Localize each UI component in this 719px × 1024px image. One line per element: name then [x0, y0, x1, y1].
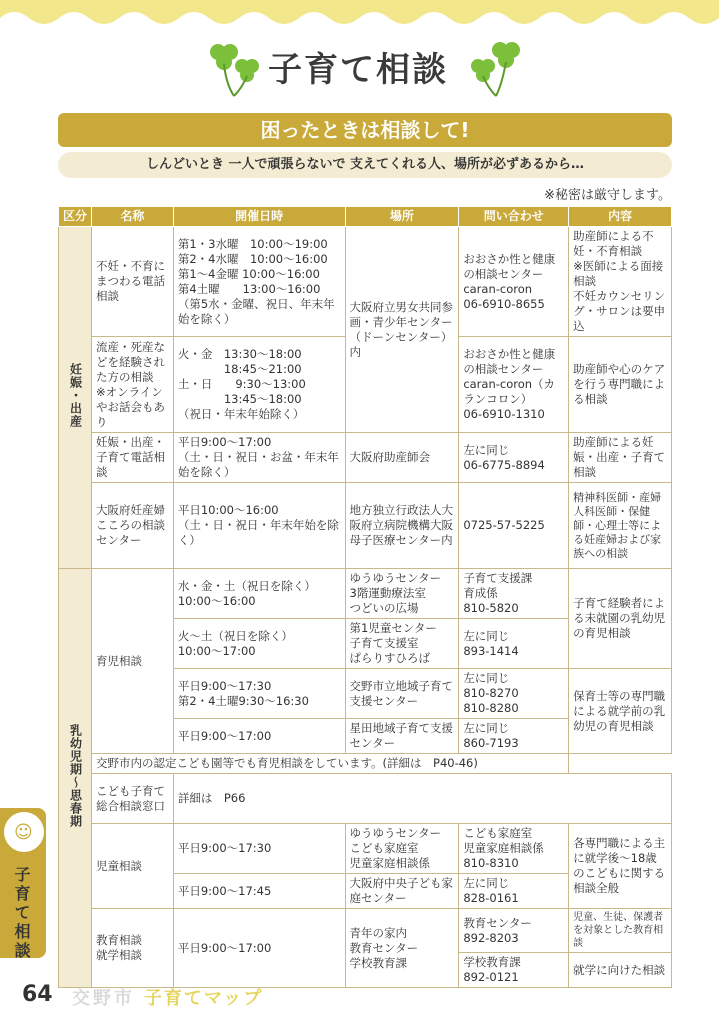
row-place: 交野市立地域子育て支援センター: [345, 669, 459, 719]
row-content: 助産師や心のケアを行う専門職による相談: [569, 337, 672, 433]
row-contact: 学校教育課 892-0121: [459, 953, 569, 988]
table-row: [59, 569, 672, 619]
row-time: 平日9:00〜17:00: [173, 909, 345, 988]
header-place: 場所: [345, 207, 459, 227]
row-contact: おおさか性と健康の相談センター caran-coron 06-6910-8655: [459, 227, 569, 337]
footer-map-title: 子育てマップ: [144, 988, 264, 1009]
top-wave-border: [0, 0, 719, 30]
table-row: [59, 774, 672, 824]
row-contact: 左に同じ 06-6775-8894: [459, 433, 569, 483]
page-title: 子育て相談: [268, 50, 448, 90]
row-contact: こども家庭室 児童家庭相談係 810-8310: [459, 824, 569, 874]
row-time: 平日10:00〜16:00 （土・日・祝日・年末年始を除く）: [173, 483, 345, 569]
row-place: 大阪府立男女共同参画・青少年センター（ドーンセンター）内: [345, 227, 459, 433]
row-time: 平日9:00〜17:45: [173, 874, 345, 909]
side-tab-label: 子育て相談: [12, 866, 31, 961]
row-content: 保育士等の専門職による就学前の乳幼児の育児相談: [569, 669, 672, 754]
row-time: 平日9:00〜17:00 （土・日・祝日・お盆・年末年始を除く）: [173, 433, 345, 483]
row-content: 助産師による妊娠・出産・子育て相談: [569, 433, 672, 483]
clover-icon: [466, 36, 530, 100]
row-name: 大阪府妊産婦こころの相談センター: [91, 483, 173, 569]
row-contact: 左に同じ 893-1414: [459, 619, 569, 669]
row-name: 児童相談: [91, 824, 173, 909]
row-time: 平日9:00〜17:30: [173, 824, 345, 874]
header-contact: 問い合わせ: [459, 207, 569, 227]
table-row: [59, 824, 672, 874]
row-contact: 0725-57-5225: [459, 483, 569, 569]
row-content: 各専門職による主に就学後〜18歳のこどもに関する相談全般: [569, 824, 672, 909]
row-time: 火〜土（祝日を除く） 10:00〜17:00: [173, 619, 345, 669]
row-contact: 左に同じ 828-0161: [459, 874, 569, 909]
clover-icon: [200, 36, 264, 100]
category-pregnancy: 妊娠・出産: [59, 227, 92, 569]
row-place: ゆうゆうセンター 3階運動療法室 つどいの広場: [345, 569, 459, 619]
row-place: 第1児童センター 子育て支援室 ぱらりすひろば: [345, 619, 459, 669]
row-content: 精神科医師・産婦人科医師・保健師・心理士等による妊産婦および家族への相談: [569, 483, 672, 569]
row-contact: 左に同じ 810-8270 810-8280: [459, 669, 569, 719]
subtitle: しんどいとき 一人で頑張らないで 支えてくれる人、場所が必ずあるから…: [58, 152, 672, 178]
row-contact: 子育て支援課 育成係 810-5820: [459, 569, 569, 619]
row-place: 星田地域子育て支援センター: [345, 719, 459, 754]
banner: 困ったときは相談して!: [58, 113, 672, 147]
table-row: [59, 909, 672, 953]
table-header: [59, 207, 672, 227]
row-time: 平日9:00〜17:30 第2・4土曜9:30〜16:30: [173, 669, 345, 719]
footer-city: 交野市: [72, 988, 135, 1009]
category-childhood: 乳幼児期〜思春期: [59, 569, 92, 988]
row-name: 教育相談 就学相談: [91, 909, 173, 988]
row-content: 児童、生徒、保護者を対象とした教育相談: [569, 909, 672, 953]
page-number: 64: [22, 982, 53, 1007]
row-contact: 左に同じ 860-7193: [459, 719, 569, 754]
row-name: こども子育て総合相談窓口: [91, 774, 173, 824]
row-place: 地方独立行政法人大阪府立病院機構大阪母子医療センター内: [345, 483, 459, 569]
secret-note: ※秘密は厳守します。: [544, 188, 671, 203]
table-row: [59, 227, 672, 337]
row-place: 大阪府助産師会: [345, 433, 459, 483]
header-time: 開催日時: [173, 207, 345, 227]
row-place: 青年の家内 教育センター 学校教育課: [345, 909, 459, 988]
row-time: 第1・3水曜 10:00〜19:00 第2・4水曜 10:00〜16:00 第1〜4金曜 10:00〜16:00 第4土曜 13:00〜16:00 （第5水・金曜、祝日、年末年始を除く）: [173, 227, 345, 337]
row-name: 妊娠・出産・子育て電話相談: [91, 433, 173, 483]
row-time: 平日9:00〜17:00: [173, 719, 345, 754]
header-name: 名称: [91, 207, 173, 227]
row-note: 交野市内の認定こども園等でも育児相談をしています。(詳細は P40-46): [91, 754, 568, 774]
row-place: ゆうゆうセンター こども家庭室 児童家庭相談係: [345, 824, 459, 874]
row-content: 助産師による不妊・不育相談 ※医師による面接相談 不妊カウンセリング・サロンは要申込: [569, 227, 672, 337]
row-time: 火・金 13:30〜18:00 18:45〜21:00 土・日 9:30〜13:00 13:45〜18:00 （祝日・年末年始除く）: [173, 337, 345, 433]
row-place: 大阪府中央子ども家庭センター: [345, 874, 459, 909]
table-row: [59, 483, 672, 569]
row-contact: 教育センター 892-8203: [459, 909, 569, 953]
row-time: 詳細は P66: [173, 774, 671, 824]
row-time: 水・金・土（祝日を除く） 10:00〜16:00: [173, 569, 345, 619]
row-name: 不妊・不育にまつわる電話相談: [91, 227, 173, 337]
row-content: 就学に向けた相談: [569, 953, 672, 988]
family-icon: ☺: [14, 822, 33, 843]
row-contact: おおさか性と健康の相談センター caran-coron（カランコロン） 06-6910-1310: [459, 337, 569, 433]
consultation-table: [58, 206, 672, 988]
header-category: 区分: [59, 207, 92, 227]
table-row: [59, 433, 672, 483]
row-name: 育児相談: [91, 569, 173, 754]
row-name: 流産・死産などを経験された方の相談 ※オンラインやお話会もあり: [91, 337, 173, 433]
header-content: 内容: [569, 207, 672, 227]
title-area: [0, 36, 719, 100]
table-row: [59, 754, 672, 774]
row-content: 子育て経験者による未就園の乳幼児の育児相談: [569, 569, 672, 669]
